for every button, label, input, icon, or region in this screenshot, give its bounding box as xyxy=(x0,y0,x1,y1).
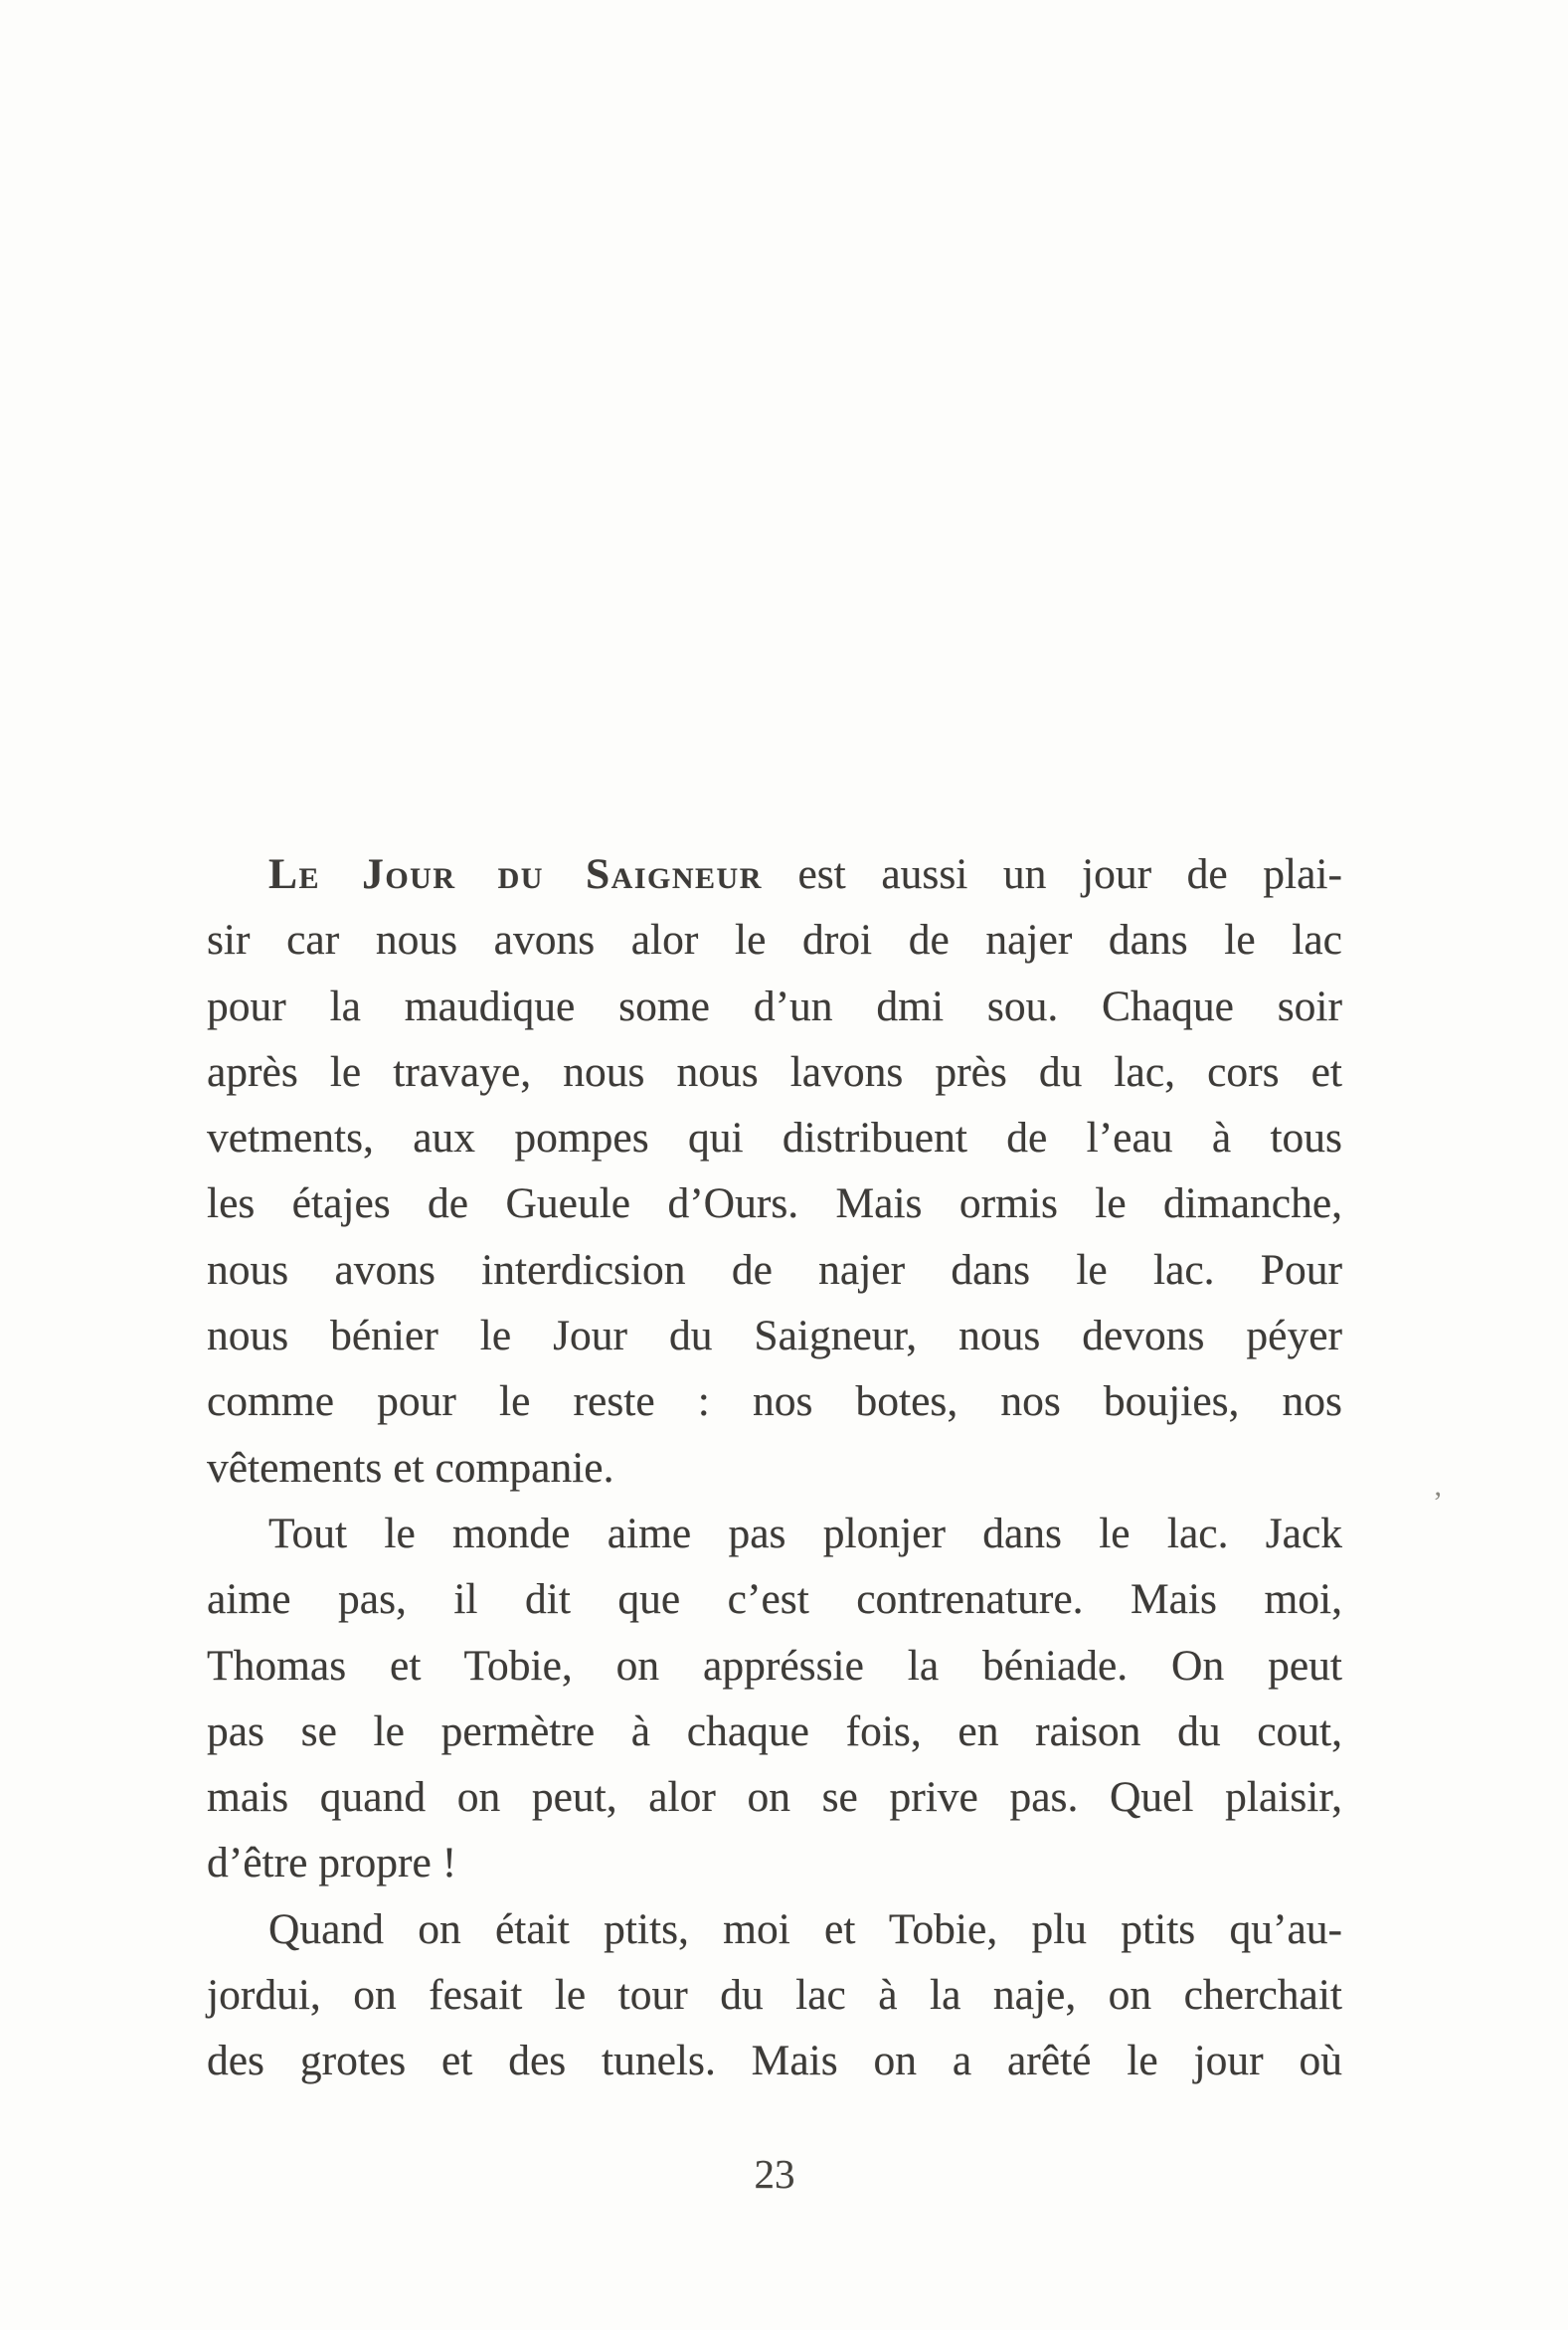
text-line: aime pas, il dit que c’est contrenature. Mais moi, xyxy=(207,1575,1342,1624)
text-line: jordui, on fesait le tour du lac à la naje, on cherchait xyxy=(207,1971,1342,2020)
text-line: des grotes et des tunels. Mais on a arêté le jour où xyxy=(207,2037,1342,2085)
text-line: nous bénier le Jour du Saigneur, nous devons péyer xyxy=(207,1312,1342,1360)
text-line: mais quand on peut, alor on se prive pas. Quel plaisir, xyxy=(207,1773,1342,1822)
text-line: pas se le permètre à chaque fois, en raison du cout, xyxy=(207,1706,1342,1755)
text-line: comme pour le reste : nos botes, nos boujies, nos xyxy=(207,1377,1342,1426)
text-line: Quand on était ptits, moi et Tobie, plu ptits qu’au- xyxy=(268,1904,1342,1953)
smallcaps-lead: Le Jour du Saigneur xyxy=(268,850,763,898)
text-line: nous avons interdicsion de najer dans le lac. Pour xyxy=(207,1245,1342,1294)
scan-speck: ’ xyxy=(1433,1486,1443,1519)
text-line: pour la maudique some d’un dmi sou. Chaque soir xyxy=(207,982,1342,1030)
text-block xyxy=(207,841,1342,2094)
page-number: 23 xyxy=(754,2151,795,2197)
text-line: les étajes de Gueule d’Ours. Mais ormis le dimanche, xyxy=(207,1179,1342,1228)
text-line: vetments, aux pompes qui distribuent de l’eau à tous xyxy=(207,1114,1342,1163)
text-line: Thomas et Tobie, on appréssie la béniade. On peut xyxy=(207,1641,1342,1690)
text-line: vêtements et companie. xyxy=(207,1443,614,1492)
text-line: d’être propre ! xyxy=(207,1839,457,1887)
text-line: après le travaye, nous nous lavons près du lac, cors et xyxy=(207,1047,1342,1096)
text-line: sir car nous avons alor le droi de najer dans le lac xyxy=(207,916,1342,965)
text-line: Tout le monde aime pas plonjer dans le lac. Jack xyxy=(268,1509,1342,1557)
text-line: Le Jour du Saigneur est aussi un jour de plai- xyxy=(268,850,1342,898)
